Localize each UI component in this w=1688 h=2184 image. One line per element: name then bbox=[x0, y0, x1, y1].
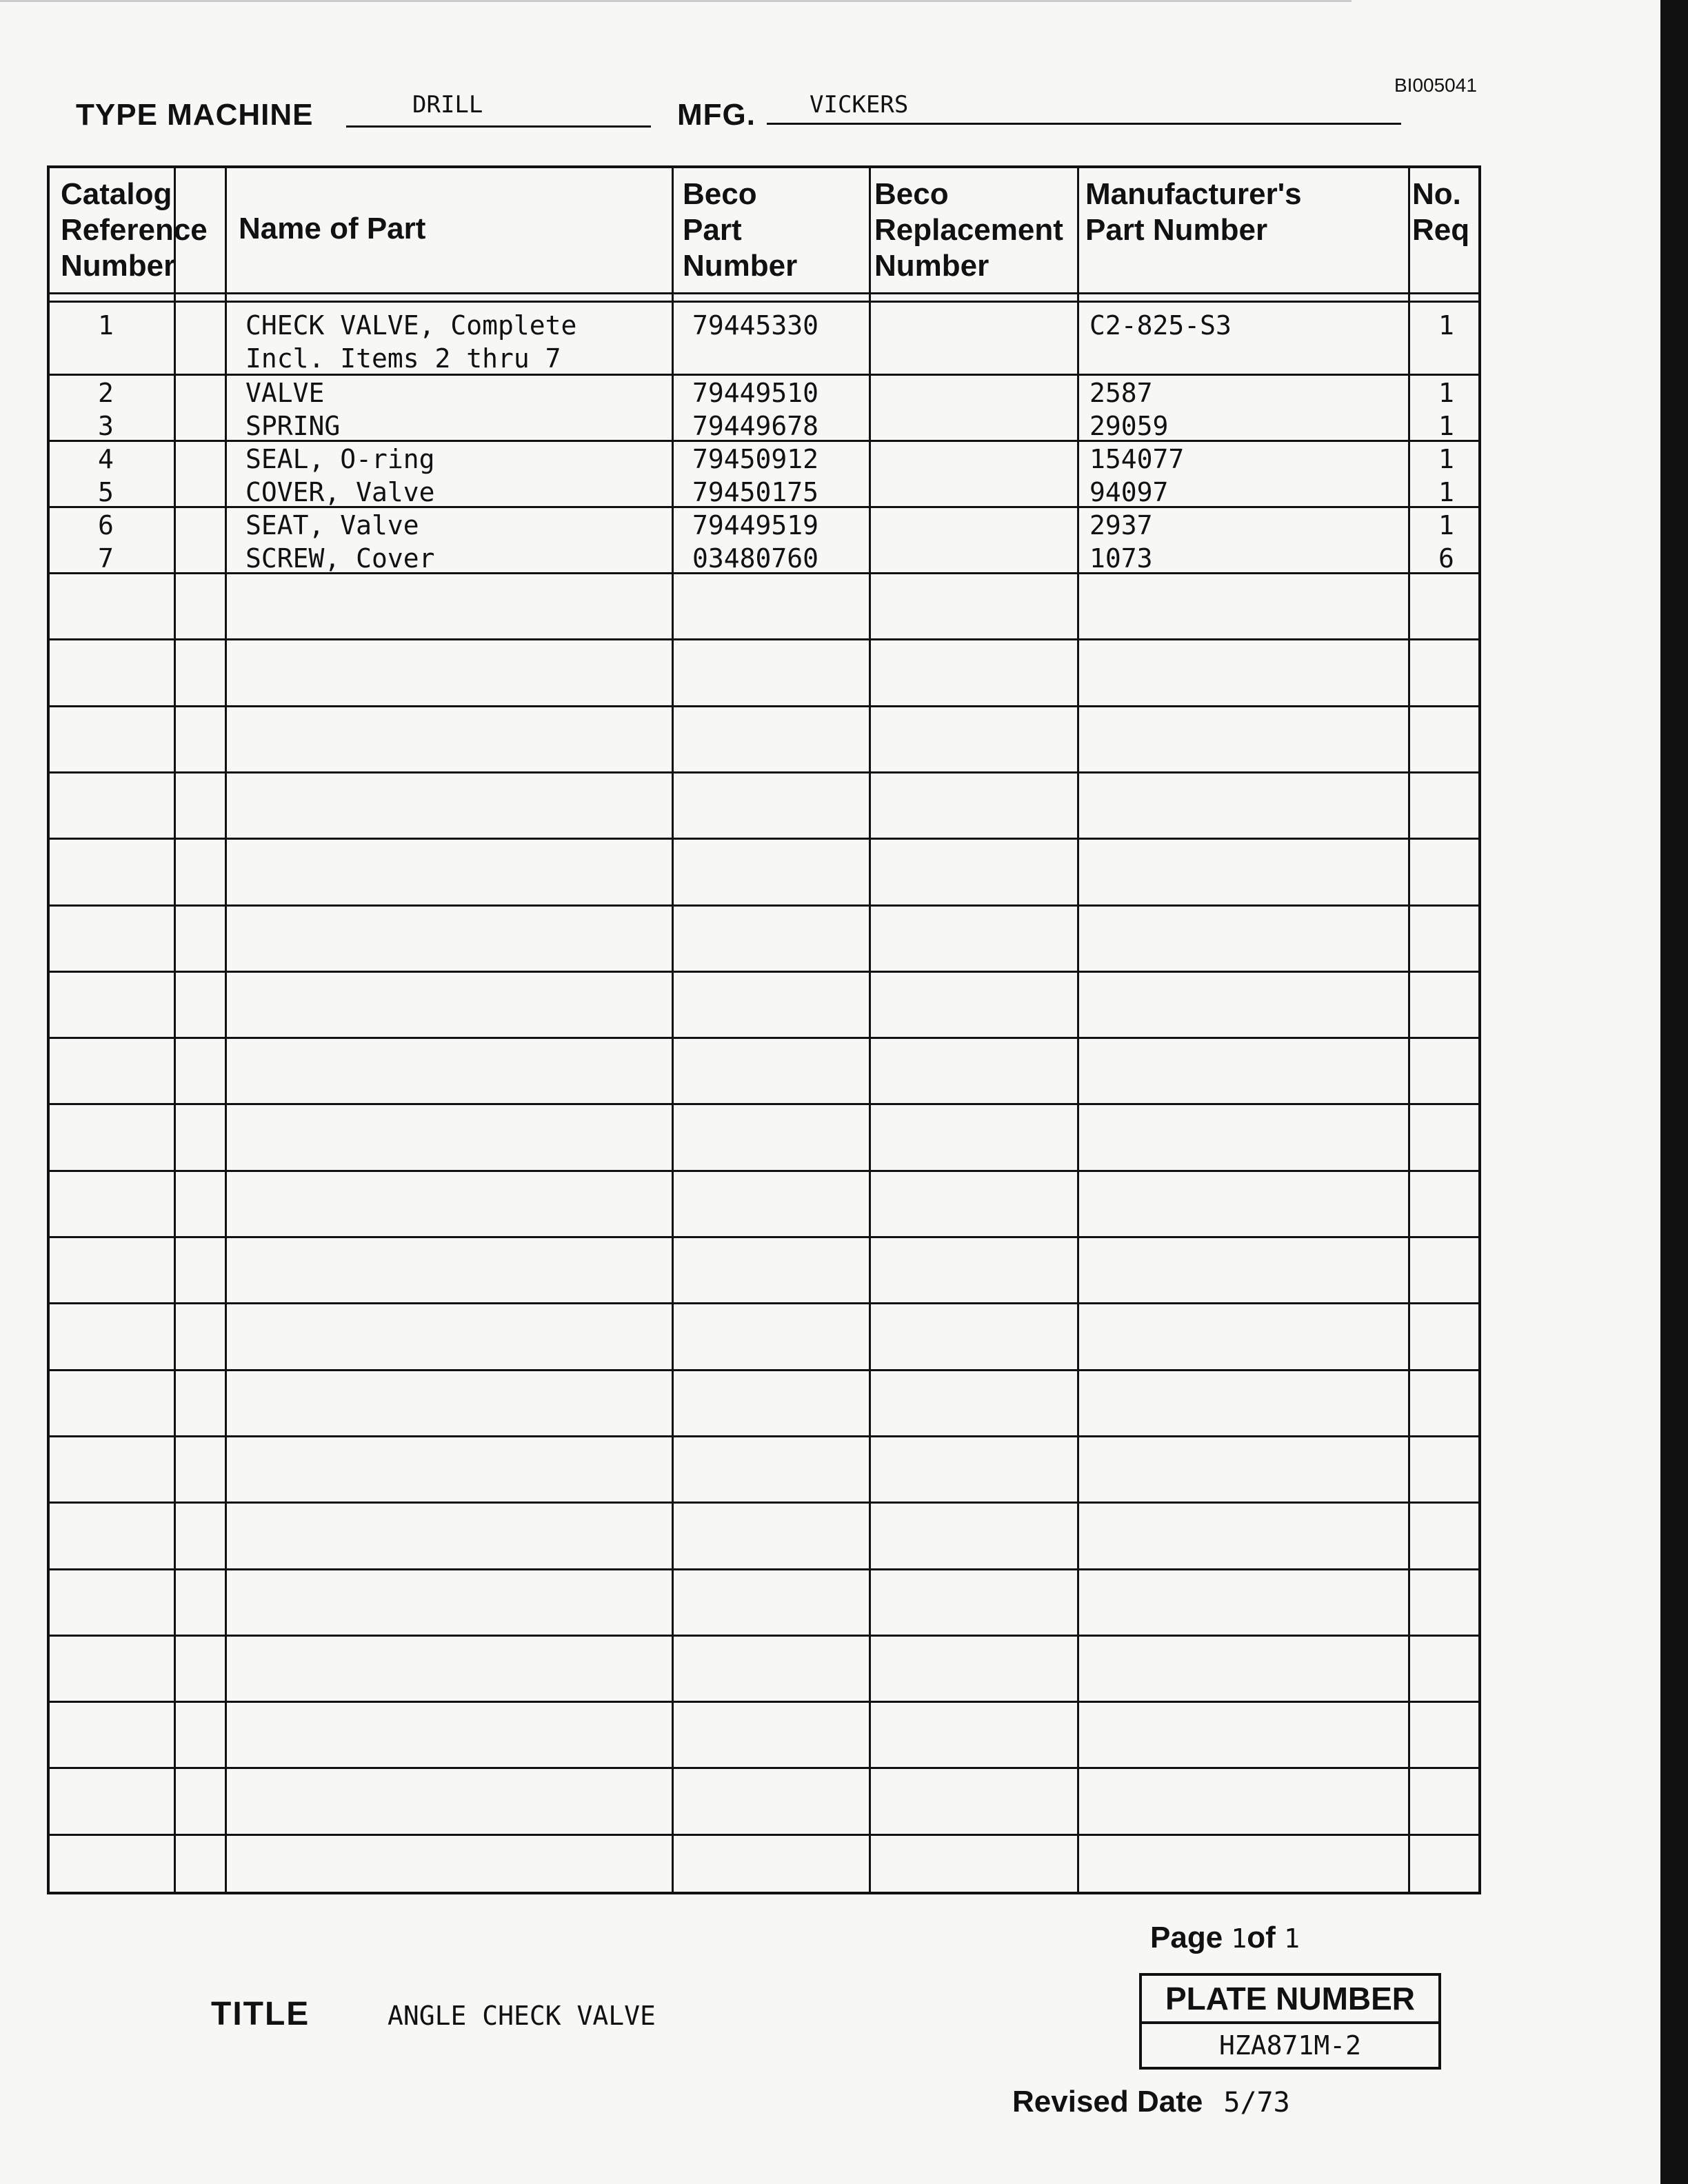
row-divider bbox=[47, 904, 1481, 907]
row-divider bbox=[47, 971, 1481, 973]
mfg-label: MFG. bbox=[677, 98, 756, 132]
cell-mfr: 94097 bbox=[1089, 477, 1169, 507]
col-header-beco-part: Beco Part Number bbox=[683, 177, 798, 283]
cell-ref: 5 bbox=[98, 477, 114, 507]
col-header-no-req: No. Req bbox=[1412, 177, 1470, 247]
cell-name: SEAT, Valve bbox=[245, 510, 419, 540]
row-divider bbox=[47, 1502, 1481, 1504]
cell-req: 1 bbox=[1438, 444, 1454, 474]
row-divider bbox=[47, 638, 1481, 640]
col-header-name: Name of Part bbox=[239, 212, 426, 245]
cell-mfr: 154077 bbox=[1089, 444, 1185, 474]
cell-mfr: 29059 bbox=[1089, 411, 1169, 441]
cell-beco: 79450912 bbox=[692, 444, 819, 474]
row-divider bbox=[47, 1767, 1481, 1769]
row-divider bbox=[47, 705, 1481, 707]
scan-edge-bar bbox=[1660, 0, 1688, 2184]
cell-name: COVER, Valve bbox=[245, 477, 435, 507]
revised-date bbox=[1012, 2085, 1290, 2119]
row-divider bbox=[47, 771, 1481, 774]
col-header-mfr-part: Manufacturer's Part Number bbox=[1085, 177, 1302, 247]
cell-mfr: 2937 bbox=[1089, 510, 1153, 540]
cell-name: VALVE bbox=[245, 378, 325, 408]
row-divider bbox=[47, 1834, 1481, 1836]
cell-mfr: 1073 bbox=[1089, 543, 1153, 574]
title-label: TITLE bbox=[211, 1996, 310, 2032]
cell-mfr: 2587 bbox=[1089, 378, 1153, 408]
top-edge bbox=[0, 0, 1352, 2]
row-divider bbox=[47, 1302, 1481, 1304]
cell-ref: 3 bbox=[98, 411, 114, 441]
mfg-value: VICKERS bbox=[810, 91, 909, 119]
row-divider bbox=[47, 1037, 1481, 1039]
cell-req: 1 bbox=[1438, 378, 1454, 408]
cell-ref: 7 bbox=[98, 543, 114, 574]
row-divider bbox=[47, 1701, 1481, 1703]
revised-date-label: Revised Date bbox=[1012, 2085, 1203, 2119]
cell-req: 1 bbox=[1438, 510, 1454, 540]
row-divider bbox=[47, 292, 1481, 294]
cell-req: 1 bbox=[1438, 477, 1454, 507]
cell-name: SEAL, O-ring bbox=[245, 444, 435, 474]
type-machine-label: TYPE MACHINE bbox=[76, 98, 314, 132]
page-current: 1 bbox=[1231, 1923, 1247, 1954]
page-label: Page bbox=[1150, 1921, 1223, 1954]
row-divider bbox=[47, 1435, 1481, 1437]
cell-beco: 79449510 bbox=[692, 378, 819, 408]
plate-number-label: PLATE NUMBER bbox=[1142, 1976, 1438, 2024]
cell-ref: 2 bbox=[98, 378, 114, 408]
cell-ref: 1 bbox=[98, 310, 114, 341]
row-divider bbox=[47, 1103, 1481, 1105]
row-divider bbox=[47, 301, 1481, 303]
page-indicator bbox=[1150, 1921, 1300, 1955]
cell-name: CHECK VALVE, Complete Incl. Items 2 thru 7 bbox=[245, 310, 577, 374]
row-divider bbox=[47, 1236, 1481, 1238]
row-divider bbox=[47, 838, 1481, 840]
type-machine-value: DRILL bbox=[412, 91, 483, 119]
cell-beco: 79450175 bbox=[692, 477, 819, 507]
cell-name: SCREW, Cover bbox=[245, 543, 435, 574]
row-divider bbox=[47, 1369, 1481, 1371]
plate-number-box bbox=[1139, 1973, 1441, 2070]
cell-mfr: C2-825-S3 bbox=[1089, 310, 1232, 341]
cell-ref: 6 bbox=[98, 510, 114, 540]
cell-name: SPRING bbox=[245, 411, 341, 441]
page-of: of bbox=[1247, 1921, 1276, 1954]
page-total: 1 bbox=[1284, 1923, 1300, 1954]
col-header-beco-replacement: Beco Replacement Number bbox=[874, 177, 1063, 283]
cell-beco: 79449678 bbox=[692, 411, 819, 441]
mfg-underline bbox=[767, 123, 1401, 125]
cell-beco: 79449519 bbox=[692, 510, 819, 540]
cell-beco: 03480760 bbox=[692, 543, 819, 574]
row-divider bbox=[47, 1635, 1481, 1637]
document-id: BI005041 bbox=[1394, 74, 1477, 96]
cell-req: 6 bbox=[1438, 543, 1454, 574]
cell-req: 1 bbox=[1438, 411, 1454, 441]
revised-date-value: 5/73 bbox=[1223, 2087, 1290, 2119]
type-machine-underline bbox=[346, 125, 651, 128]
row-divider bbox=[47, 1568, 1481, 1570]
title-value: ANGLE CHECK VALVE bbox=[388, 2001, 656, 2031]
cell-req: 1 bbox=[1438, 310, 1454, 341]
cell-beco: 79445330 bbox=[692, 310, 819, 341]
cell-ref: 4 bbox=[98, 444, 114, 474]
row-divider bbox=[47, 1170, 1481, 1172]
plate-number-value: HZA871M-2 bbox=[1219, 2030, 1361, 2061]
col-header-catalog-ref: Catalog Reference Number bbox=[61, 177, 208, 283]
